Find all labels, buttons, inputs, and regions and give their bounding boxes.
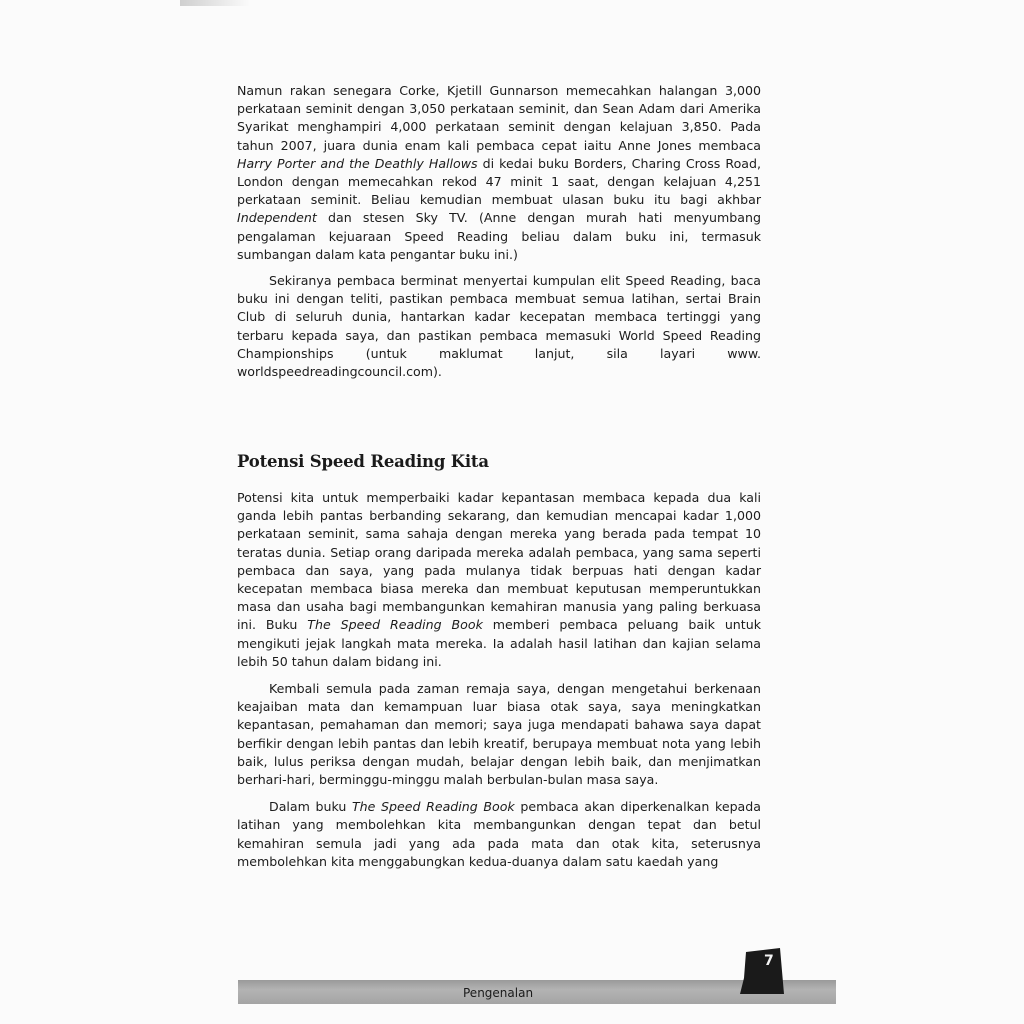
paragraph [237,272,761,381]
text-run: Sekiranya pembaca berminat menyertai kumpulan elit Speed Reading, baca buku ini dengan teliti, pastikan pembaca membuat semua latihan, sertai Brain Club di seluruh dunia, hantarkan kadar kecepatan membaca tertinggi yang terbaru kepada saya, dan pastikan pembaca memasuki World Speed Reading Championships (untuk maklumat lanjut, sila layari www. worldspeedreadingcouncil.com). [237,273,761,380]
paragraph [237,82,761,264]
italic-title: Harry Porter and the Deathly Hallows [237,155,478,171]
text-run: pembaca akan diperkenalkan kepada latihan yang membolehkan kita membangunkan dengan tepat dan betul kemahiran semula jadi yang ada pada mata dan otak kita, seterusnya membolehkan kita menggabungkan kedua-duanya dalam satu kaedah yang [237,799,761,869]
text-run: memberi pembaca peluang baik untuk mengikuti jejak langkah mata mereka. Ia adalah hasil latihan dan kajian selama lebih 50 tahun dalam bidang ini. [237,617,761,669]
section-heading: Potensi Speed Reading Kita [237,452,489,471]
text-run: Potensi kita untuk memperbaiki kadar kepantasan membaca kepada dua kali ganda lebih pantas berbanding sekarang, dan kemudian mencapai kadar 1,000 perkataan seminit, sama sahaja dengan mereka yang berada pada tempat 10 teratas dunia. Setiap orang daripada mereka adalah pembaca, yang sama seperti pembaca dan saya, yang pada mulanya tidak berpuas hati dengan kadar kecepatan membaca biasa mereka dan membuat keputusan memperuntukkan masa dan usaha bagi membangunkan kemahiran manusia yang paling berkuasa ini. Buku [237,490,761,633]
paragraph [237,798,761,871]
page-corner-shadow [180,0,250,6]
text-run: Kembali semula pada zaman remaja saya, dengan mengetahui berkenaan keajaiban mata dan kemampuan luar biasa otak saya, saya meningkatkan kepantasan, pemahaman dan memori; saya juga mendapati bahawa saya dapat berfikir dengan lebih pantas dan lebih kreatif, berupaya membuat nota yang lebih baik, lulus periksa dengan mudah, belajar dengan lebih baik, dan menjimatkan berhari-hari, berminggu-minggu malah berbulan-bulan masa saya. [237,681,761,788]
page-number: 7 [764,953,774,969]
paragraph [237,680,761,789]
text-run: Namun rakan senegara Corke, Kjetill Gunnarson memecahkan halangan 3,000 perkataan seminit dengan 3,050 perkataan seminit, dan Sean Adam dari Amerika Syarikat menghampiri 4,000 perkataan seminit dengan kelajuan 3,850. Pada tahun 2007, juara dunia enam kali pembaca cepat iaitu Anne Jones membaca [237,83,761,153]
paragraph [237,489,761,671]
text-block-top [237,82,761,381]
footer-section-label: Pengenalan [463,986,534,1000]
text-run: dan stesen Sky TV. (Anne dengan murah hati menyumbang pengalaman kejuaraan Speed Reading beliau dalam buku ini, termasuk sumbangan dalam kata pengantar buku ini.) [237,210,761,262]
italic-title: The Speed Reading Book [307,617,483,633]
text-block-bottom [237,489,761,871]
text-run: Dalam buku [269,799,352,815]
italic-title: The Speed Reading Book [351,799,515,815]
text-run: di kedai buku Borders, Charing Cross Road, London dengan memecahkan rekod 47 minit 1 saat, dengan kelajuan 4,251 perkataan seminit. Beliau kemudian membuat ulasan buku itu bagi akhbar [237,155,761,208]
italic-title: Independent [237,210,317,226]
page-number-tab [740,948,784,994]
